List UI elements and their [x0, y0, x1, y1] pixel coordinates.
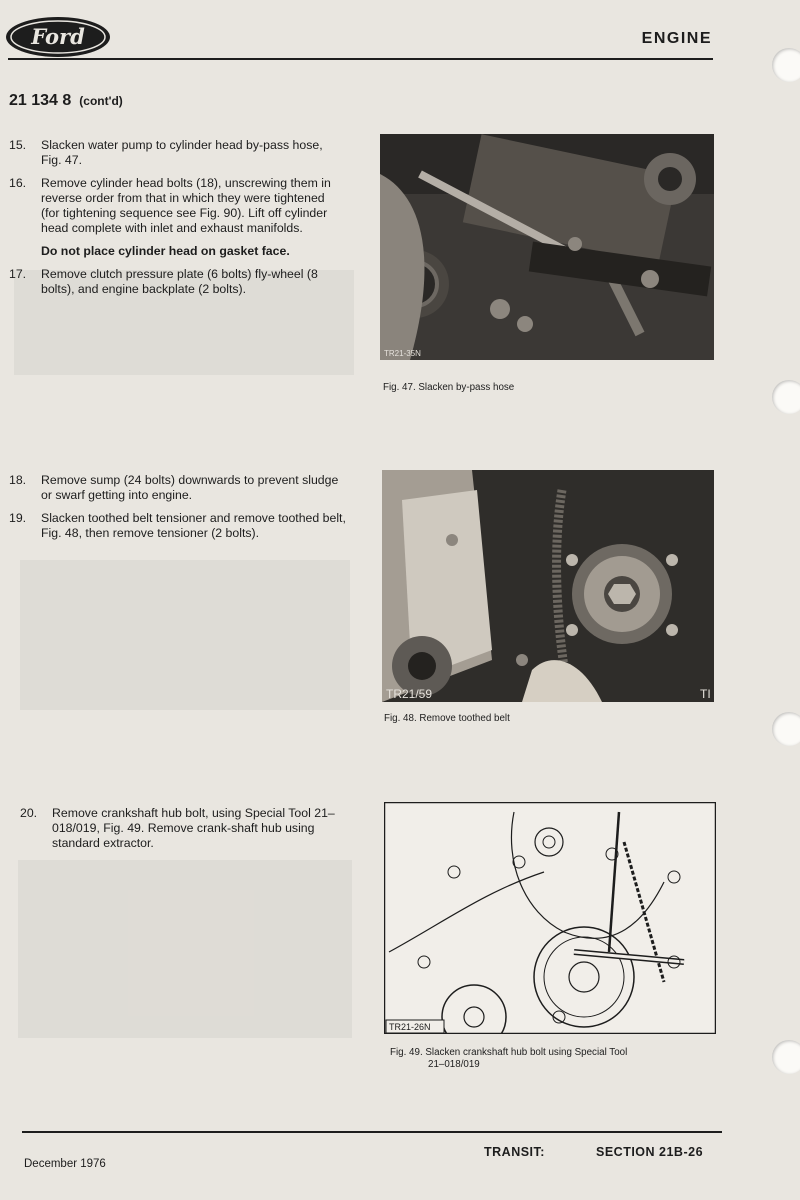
step-number: 16.	[9, 176, 27, 190]
warning-note: Do not place cylinder head on gasket face.	[41, 244, 290, 258]
step-text: Slacken water pump to cylinder head by-pass hose, Fig. 47.	[41, 138, 323, 167]
section-cont: (cont'd)	[79, 94, 123, 108]
step-17	[9, 267, 345, 297]
punch-hole	[772, 712, 800, 746]
section-code: 21 134 8	[9, 92, 72, 109]
figure-49-drawing	[384, 802, 716, 1034]
step-text: Remove sump (24 bolts) downwards to prevent sludge or swarf getting into engine.	[41, 473, 339, 502]
step-text: Slacken toothed belt tensioner and remove toothed belt, Fig. 48, then remove tensioner (2 bolts).	[41, 511, 346, 540]
step-text: Remove crankshaft hub bolt, using Special Tool 21–018/019, Fig. 49. Remove crank-shaft hub using standard extractor.	[52, 806, 335, 850]
footer-section: SECTION 21B-26	[596, 1145, 704, 1159]
ford-logo-text: Ford	[31, 24, 85, 49]
step-text: Remove clutch pressure plate (6 bolts) fly-wheel (8 bolts), and engine backplate (2 bolts).	[41, 267, 318, 296]
procedure-steps-2	[9, 473, 347, 549]
punch-hole	[772, 380, 800, 414]
footer-date: December 1976	[24, 1158, 106, 1170]
page-section-label: ENGINE	[641, 30, 712, 47]
procedure-steps-3	[20, 806, 352, 859]
header-rule	[8, 58, 713, 60]
step-number: 19.	[9, 511, 27, 525]
section-heading	[9, 92, 123, 110]
footer-rule	[22, 1131, 722, 1133]
step-number: 20.	[20, 806, 38, 820]
figure-48-photo	[382, 470, 714, 702]
figure-47-ref: TR21-35N	[384, 349, 421, 358]
figure-47-caption: Fig. 47. Slacken by-pass hose	[383, 382, 515, 393]
ford-logo	[4, 15, 112, 59]
figure-49-caption	[390, 1047, 627, 1071]
step-16	[9, 176, 345, 259]
figure-49-caption-line2: 21–018/019	[428, 1059, 480, 1070]
figure-48-ref: TR21/59	[386, 687, 433, 701]
figure-49-caption-line1: Fig. 49. Slacken crankshaft hub bolt using Special Tool	[390, 1047, 628, 1058]
step-text: Remove cylinder head bolts (18), unscrewing them in reverse order from that in which they were tightened (for tightening sequence see Fig. 90). Lift off cylinder head complete with inlet and exhaust manifolds.	[41, 176, 331, 235]
step-number: 17.	[9, 267, 27, 281]
bleed-through-block	[20, 560, 350, 710]
bleed-through-block	[18, 860, 352, 1038]
figure-48-caption: Fig. 48. Remove toothed belt	[384, 713, 510, 724]
step-20	[20, 806, 352, 851]
step-15	[9, 138, 345, 168]
step-18	[9, 473, 347, 503]
procedure-steps-1	[9, 138, 345, 305]
figure-49-ref: TR21-26N	[389, 1022, 431, 1032]
step-number: 15.	[9, 138, 27, 152]
punch-hole	[772, 48, 800, 82]
step-number: 18.	[9, 473, 27, 487]
footer-model: TRANSIT:	[484, 1145, 545, 1159]
step-19	[9, 511, 347, 541]
punch-hole	[772, 1040, 800, 1074]
figure-47-photo	[380, 134, 714, 360]
figure-48-ref2: TI	[700, 687, 711, 701]
